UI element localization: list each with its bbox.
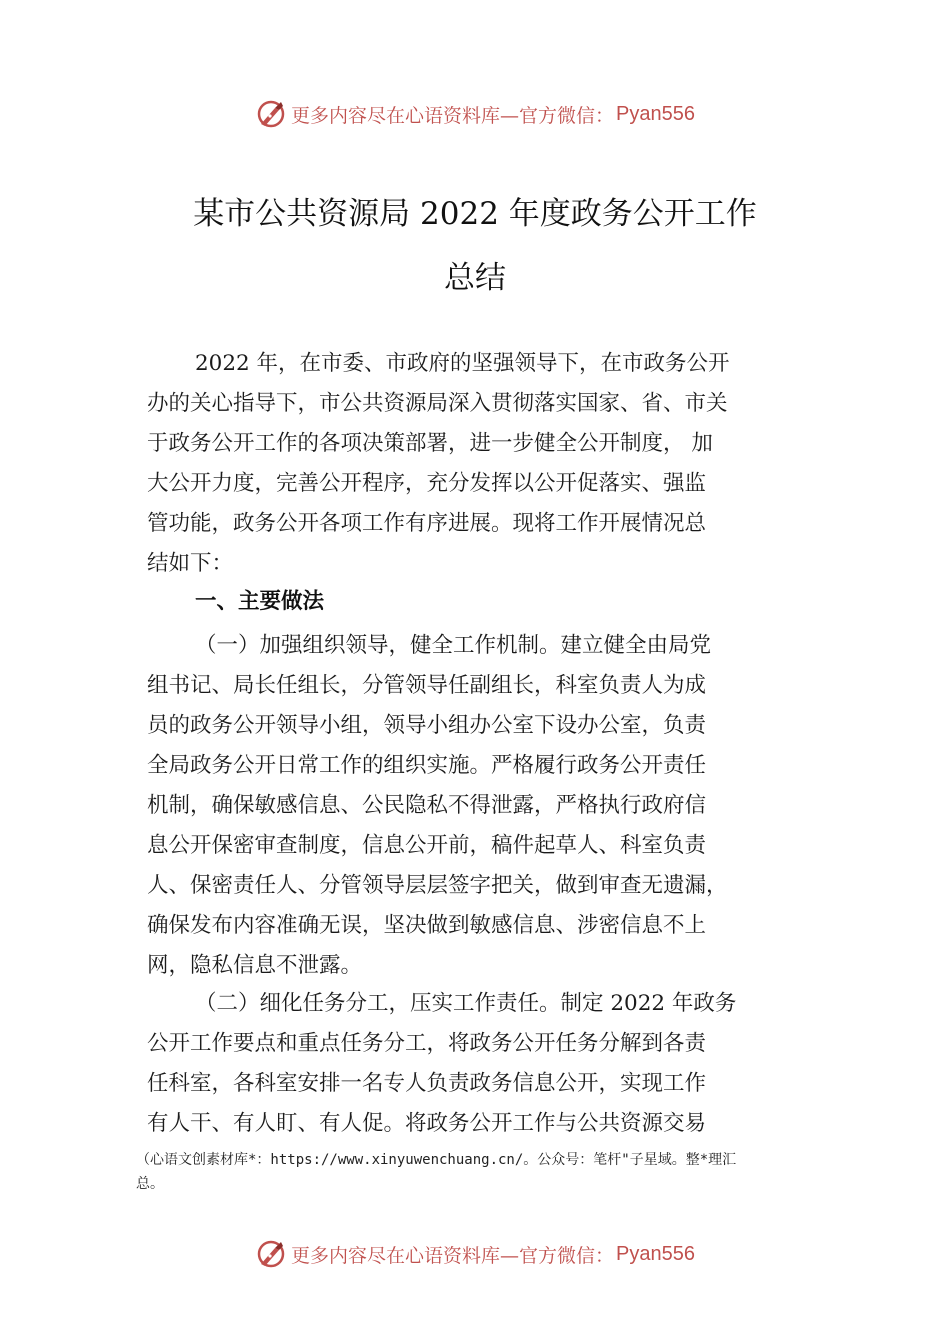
header-banner	[0, 94, 950, 134]
text-line: 任科室，各科室安排一名专人负责政务信息公开，实现工作	[147, 1071, 707, 1096]
text-line: 2022 年，在市委、市政府的坚强领导下，在市政务公开	[195, 351, 730, 376]
footer-banner	[0, 1234, 950, 1274]
text-line: 公开工作要点和重点任务分工，将政务公开任务分解到各责	[147, 1031, 707, 1056]
footnote-line: （心语文创素材库*：https://www.xinyuwenchuang.cn/。公众号：笔杆"子星域。整*理汇	[136, 1152, 737, 1168]
text-line: 组书记、局长任组长，分管领导任副组长，科室负责人为成	[147, 673, 707, 698]
document-title-line1: 某市公共资源局 2022 年度政务公开工作	[193, 196, 757, 232]
text-line: 于政务公开工作的各项决策部署，进一步健全公开制度， 加	[147, 431, 713, 456]
text-line: 管功能，政务公开各项工作有序进展。现将工作开展情况总	[147, 511, 707, 536]
text-line: 大公开力度，完善公开程序，充分发挥以公开促落实、强监	[147, 471, 707, 496]
text-line: 息公开保密审查制度，信息公开前，稿件起草人、科室负责	[147, 833, 707, 858]
intro-paragraph	[147, 344, 827, 584]
banner-wechat-id: Pyan556	[616, 102, 695, 125]
text-line: 办的关心指导下，市公共资源局深入贯彻落实国家、省、市关	[147, 391, 728, 416]
banner-text: 更多内容尽在心语资料库—官方微信：	[291, 104, 615, 127]
text-line: 机制，确保敏感信息、公民隐私不得泄露，严格执行政府信	[147, 793, 707, 818]
item2-first-rest: 制定 2022 年政务	[560, 991, 737, 1016]
text-line	[147, 626, 827, 666]
footnote-line: 总。	[136, 1176, 164, 1192]
text-line: 网，隐私信息不泄露。	[147, 953, 363, 978]
text-line: 全局政务公开日常工作的组织实施。严格履行政务公开责任	[147, 753, 707, 778]
item1-first-rest: 建立健全由局党	[560, 633, 712, 658]
pen-nib-logo-icon	[255, 98, 287, 130]
item1-lead: （一）加强组织领导，健全工作机制。	[195, 633, 561, 658]
text-line: 确保发布内容准确无误，坚决做到敏感信息、涉密信息不上	[147, 913, 707, 938]
item1-paragraph	[147, 626, 827, 986]
text-line	[147, 984, 827, 1024]
banner-wechat-id: Pyan556	[616, 1242, 695, 1265]
text-line: 员的政务公开领导小组，领导小组办公室下设办公室，负责	[147, 713, 707, 738]
text-line: 结如下：	[147, 551, 234, 576]
document-title-line2: 总结	[444, 260, 506, 296]
source-footnote	[136, 1148, 836, 1196]
section-heading: 一、主要做法	[195, 589, 325, 614]
text-line: 有人干、有人盯、有人促。将政务公开工作与公共资源交易	[147, 1111, 707, 1136]
item2-lead: （二）细化任务分工，压实工作责任。	[195, 991, 561, 1016]
text-line: 人、保密责任人、分管领导层层签字把关，做到审查无遗漏，	[147, 873, 728, 898]
pen-nib-logo-icon	[255, 1238, 287, 1270]
banner-text: 更多内容尽在心语资料库—官方微信：	[291, 1244, 615, 1267]
item2-paragraph	[147, 984, 827, 1144]
